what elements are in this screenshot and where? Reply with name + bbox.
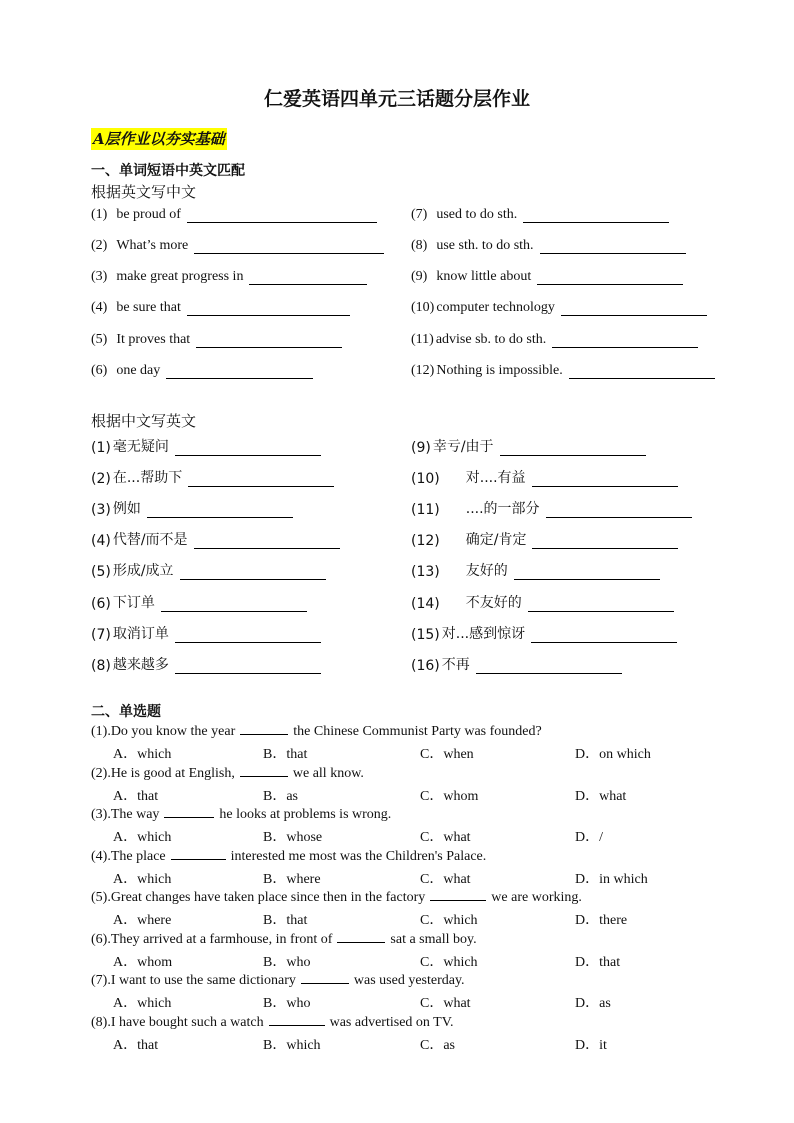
en-cn-item (91, 300, 350, 316)
answer-blank[interactable] (528, 596, 674, 612)
item-phrase: one day (116, 363, 161, 378)
answer-blank[interactable] (187, 300, 350, 316)
question-text: was used yesterday. (353, 973, 465, 988)
item-phrase: 形成/成立 (112, 563, 174, 579)
question-text: (2).He is good at English, (91, 765, 235, 781)
answer-blank[interactable] (194, 238, 384, 254)
item-number: (4) (91, 300, 108, 315)
answer-blank[interactable] (537, 269, 683, 285)
cn-en-item (91, 529, 340, 549)
item-phrase: 不友好的 (465, 595, 522, 611)
answer-option[interactable]: C．what (420, 996, 471, 1011)
section-2-heading: 二、单选题 (91, 704, 161, 720)
en-to-cn-heading: 根据英文写中文 (91, 183, 197, 201)
cn-en-item (91, 592, 307, 612)
question-text: (6).They arrived at a farmhouse, in front of (91, 931, 333, 947)
item-phrase: computer technology (436, 300, 555, 315)
item-phrase: make great progress in (116, 269, 244, 284)
answer-blank[interactable] (531, 627, 677, 643)
en-cn-item (411, 238, 686, 254)
tier-a-banner: A层作业以夯实基础 (93, 130, 225, 148)
item-phrase: What’s more (116, 238, 189, 253)
cn-to-en-heading: 根据中文写英文 (91, 412, 197, 430)
answer-option[interactable]: B．whose (263, 830, 323, 845)
question-text: sat a small boy. (390, 931, 477, 947)
answer-option[interactable]: D．there (575, 913, 628, 928)
answer-option[interactable]: B．that (263, 747, 308, 762)
item-number: (16) (411, 658, 440, 674)
en-cn-item (411, 207, 669, 223)
item-number: (12) (411, 533, 440, 549)
answer-blank[interactable] (540, 238, 686, 254)
question-stem (91, 847, 486, 865)
answer-blank[interactable] (569, 363, 715, 379)
cn-en-item (91, 467, 334, 487)
answer-option[interactable]: B．which (263, 1037, 321, 1053)
answer-blank[interactable] (532, 471, 678, 487)
cn-en-item (411, 623, 677, 643)
item-phrase: 友好的 (465, 563, 508, 579)
en-cn-item (91, 332, 342, 348)
answer-blank[interactable] (523, 207, 669, 223)
item-number: (11) (411, 332, 434, 347)
item-phrase: 取消订单 (112, 626, 169, 642)
item-number: (7) (411, 207, 428, 222)
answer-blank[interactable] (175, 440, 321, 456)
question-text: the Chinese Communist Party was founded? (293, 724, 542, 739)
answer-option[interactable]: B．who (263, 996, 311, 1011)
item-number: (8) (91, 658, 111, 674)
answer-option[interactable]: D．in which (575, 871, 648, 887)
question-stem (91, 805, 391, 823)
question-blank (269, 1013, 325, 1026)
item-number: (3) (91, 502, 111, 518)
en-cn-item (411, 363, 715, 379)
question-text: (1).Do you know the year (91, 724, 236, 739)
cn-en-item (91, 623, 321, 643)
item-number: (9) (411, 440, 431, 456)
item-number: (3) (91, 269, 108, 284)
item-number: (5) (91, 564, 111, 580)
cn-en-item (411, 529, 678, 549)
answer-blank[interactable] (196, 332, 342, 348)
item-number: (6) (91, 596, 111, 612)
answer-blank[interactable] (532, 533, 678, 549)
answer-option[interactable]: C．what (420, 871, 471, 887)
item-phrase: be sure that (116, 300, 181, 315)
answer-blank[interactable] (180, 564, 326, 580)
answer-blank[interactable] (175, 658, 321, 674)
answer-option[interactable]: A．which (113, 996, 172, 1011)
item-phrase: ....的一部分 (465, 501, 540, 517)
cn-en-item (411, 592, 674, 612)
question-text: (5).Great changes have taken place since then in the factory (91, 890, 426, 905)
cn-en-item (411, 436, 646, 456)
question-stem (91, 722, 542, 740)
answer-blank[interactable] (476, 658, 622, 674)
item-phrase: 确定/肯定 (465, 532, 527, 548)
answer-blank[interactable] (187, 207, 377, 223)
item-number: (14) (411, 596, 440, 612)
question-text: (7).I want to use the same dictionary (91, 973, 296, 988)
question-text: he looks at problems is wrong. (219, 807, 392, 822)
answer-option[interactable]: B．who (263, 954, 311, 970)
item-phrase: know little about (436, 269, 532, 284)
item-phrase: 例如 (112, 501, 141, 517)
answer-blank[interactable] (552, 332, 698, 348)
answer-option[interactable]: C．which (420, 913, 478, 928)
answer-option[interactable]: D．it (575, 1037, 607, 1053)
item-phrase: 对....有益 (465, 470, 526, 486)
en-cn-item (91, 269, 367, 285)
item-number: (4) (91, 533, 111, 549)
question-text: we all know. (292, 765, 364, 781)
item-number: (12) (411, 363, 435, 378)
answer-option[interactable]: D．/ (575, 830, 603, 845)
question-blank (171, 847, 226, 860)
answer-option[interactable]: A．which (113, 871, 172, 887)
document-title: 仁爱英语四单元三话题分层作业 (263, 88, 530, 110)
en-cn-item (411, 300, 707, 316)
cn-en-item (91, 436, 321, 456)
item-number: (1) (91, 207, 108, 222)
question-stem (91, 930, 477, 948)
answer-option[interactable]: D．on which (575, 747, 651, 762)
item-number: (10) (411, 471, 440, 487)
item-number: (6) (91, 363, 108, 378)
answer-blank[interactable] (175, 627, 321, 643)
answer-option[interactable]: D．that (575, 954, 621, 970)
question-blank (301, 971, 349, 984)
item-phrase: use sth. to do sth. (436, 238, 534, 253)
question-stem (91, 764, 364, 782)
cn-en-item (91, 498, 293, 518)
item-number: (8) (411, 238, 428, 253)
item-phrase: advise sb. to do sth. (435, 332, 547, 347)
answer-blank[interactable] (249, 269, 367, 285)
cn-en-item (411, 498, 692, 518)
item-number: (7) (91, 627, 111, 643)
question-blank (240, 764, 288, 777)
answer-option[interactable]: C．whom (420, 788, 479, 804)
question-stem (91, 1013, 454, 1031)
item-number: (9) (411, 269, 428, 284)
item-phrase: 毫无疑问 (112, 439, 169, 455)
item-number: (13) (411, 564, 440, 580)
en-cn-item (91, 207, 377, 223)
question-text: (8).I have bought such a watch (91, 1014, 264, 1030)
question-text: we are working. (491, 890, 582, 905)
item-phrase: used to do sth. (436, 207, 518, 222)
answer-blank[interactable] (166, 363, 313, 379)
cn-en-item (91, 654, 321, 674)
answer-option[interactable]: D．as (575, 996, 611, 1011)
question-blank (337, 930, 385, 943)
answer-option[interactable]: A．that (113, 788, 159, 804)
en-cn-item (91, 238, 384, 254)
question-text: interested me most was the Children's Palace. (230, 848, 487, 864)
item-phrase: 代替/而不是 (112, 532, 188, 548)
item-phrase: It proves that (116, 332, 191, 347)
answer-option[interactable]: C．which (420, 954, 478, 970)
item-phrase: 越来越多 (112, 657, 169, 673)
answer-option[interactable]: B．as (263, 788, 298, 804)
answer-blank[interactable] (147, 502, 293, 518)
answer-option[interactable]: C．what (420, 830, 471, 845)
item-phrase: Nothing is impossible. (436, 363, 563, 378)
answer-blank[interactable] (188, 471, 334, 487)
question-blank (430, 888, 486, 901)
answer-option[interactable]: A．where (113, 913, 172, 928)
answer-option[interactable]: A．which (113, 830, 172, 845)
item-number: (10) (411, 300, 435, 315)
question-stem (91, 888, 582, 906)
answer-blank[interactable] (500, 440, 646, 456)
item-phrase: 在...帮助下 (112, 470, 183, 486)
answer-option[interactable]: A．which (113, 747, 172, 762)
question-stem (91, 971, 465, 989)
answer-blank[interactable] (561, 300, 707, 316)
cn-en-item (411, 560, 660, 580)
answer-option[interactable]: A．that (113, 1037, 159, 1053)
cn-en-item (411, 467, 678, 487)
question-text: was advertised on TV. (329, 1014, 454, 1030)
item-number: (2) (91, 238, 108, 253)
item-number: (1) (91, 440, 111, 456)
answer-blank[interactable] (514, 564, 660, 580)
question-blank (240, 722, 288, 735)
en-cn-item (411, 269, 683, 285)
answer-option[interactable]: B．that (263, 913, 308, 928)
answer-option[interactable]: D．what (575, 788, 627, 804)
item-phrase: be proud of (116, 207, 181, 222)
section-1-heading: 一、单词短语中英文匹配 (91, 163, 245, 179)
answer-option[interactable]: C．as (420, 1037, 455, 1053)
cn-en-item (411, 654, 622, 674)
answer-option[interactable]: C．when (420, 747, 474, 762)
item-number: (2) (91, 471, 111, 487)
item-number: (5) (91, 332, 108, 347)
item-number: (15) (411, 627, 440, 643)
item-phrase: 对...感到惊讶 (441, 626, 526, 642)
question-text: (3).The way (91, 807, 160, 822)
en-cn-item (91, 363, 313, 379)
question-text: (4).The place (91, 848, 166, 864)
item-phrase: 下订单 (112, 595, 155, 611)
item-phrase: 不再 (441, 657, 470, 673)
answer-option[interactable]: A．whom (113, 954, 173, 970)
answer-blank[interactable] (161, 596, 307, 612)
answer-option[interactable]: B．where (263, 871, 321, 887)
item-number: (11) (411, 502, 440, 518)
cn-en-item (91, 560, 326, 580)
answer-blank[interactable] (194, 533, 340, 549)
question-blank (164, 805, 214, 818)
en-cn-item (411, 332, 698, 348)
item-phrase: 幸亏/由于 (432, 439, 494, 455)
answer-blank[interactable] (546, 502, 692, 518)
